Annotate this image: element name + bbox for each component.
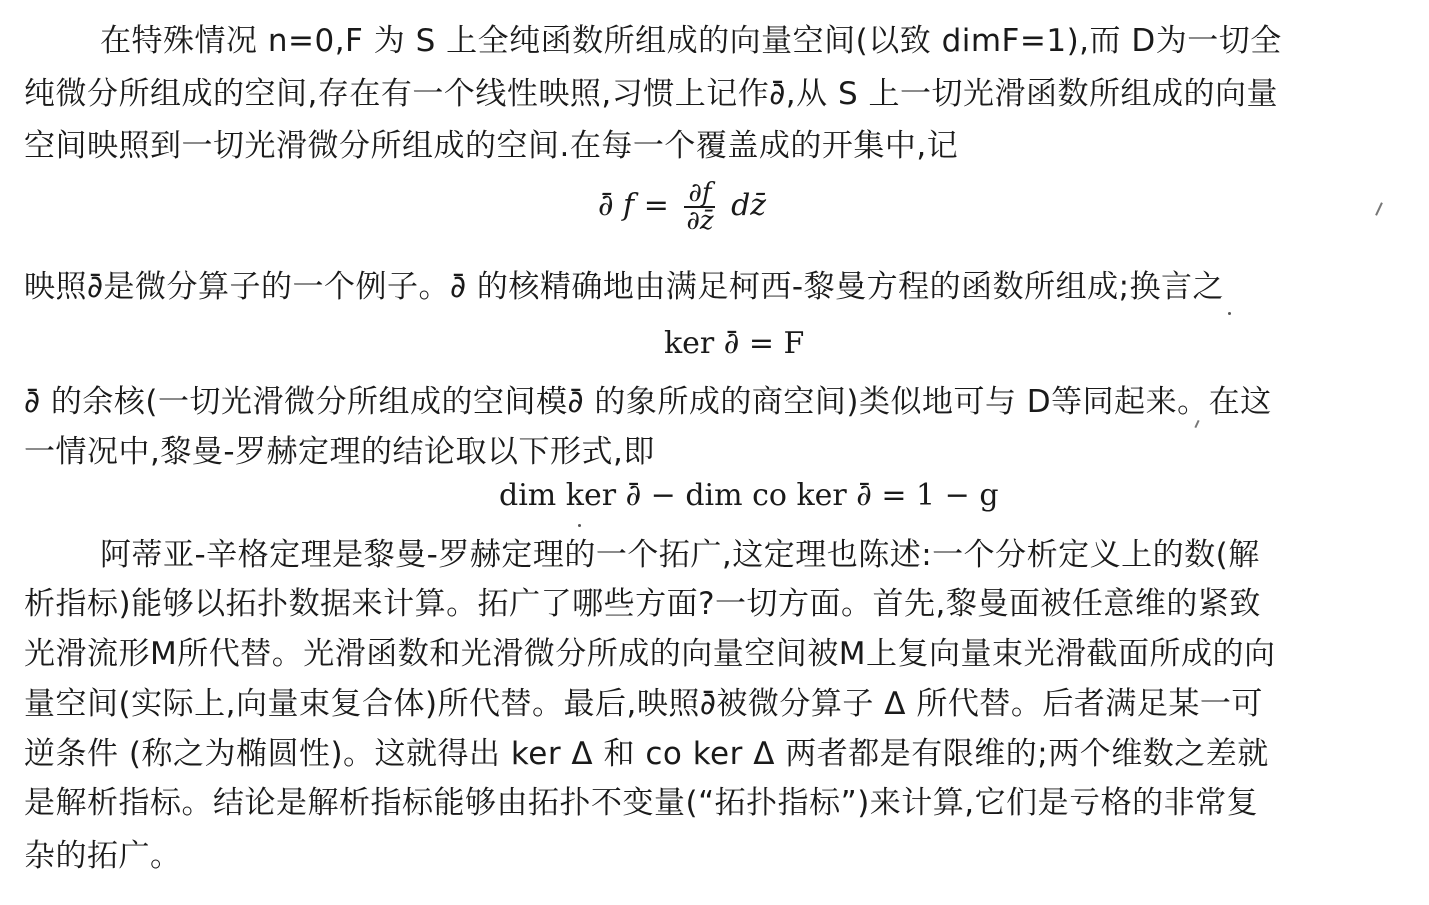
scan-dust [1228,312,1231,315]
fraction-denominator: ∂z̄ [686,206,714,236]
text-line-7: 阿蒂亚-辛格定理是黎曼-罗赫定理的一个拓广,这定理也陈述:一个分析定义上的数(解 [100,537,1260,573]
scan-mark [1375,202,1383,216]
fraction-numerator: ∂f [684,180,715,208]
text-line-4: 映照∂̄是微分算子的一个例子。∂̄ 的核精确地由满足柯西-黎曼方程的函数所组成;换言之 [24,269,1225,305]
formula-dbar-f-lhs: ∂̄ f = [598,188,669,223]
text-line-9: 光滑流形M所代替。光滑函数和光滑微分所成的向量空间被M上复向量束光滑截面所成的向 [24,636,1276,672]
formula-dbar-f-rhs: dz̄ [731,188,767,223]
text-line-8: 析指标)能够以拓扑数据来计算。拓广了哪些方面?一切方面。首先,黎曼面被任意维的紧致 [24,586,1261,622]
text-line-10: 量空间(实际上,向量束复合体)所代替。最后,映照∂̄被微分算子 Δ 所代替。后者满足某一可 [24,686,1263,722]
formula-index: dim ker ∂̄ − dim co ker ∂̄ = 1 − g [499,478,999,513]
formula-ker-dbar: ker ∂̄ = F [664,326,805,361]
text-line-3: 空间映照到一切光滑微分所组成的空间.在每一个覆盖成的开集中,记 [24,128,959,164]
text-line-13: 杂的拓广。 [24,838,182,874]
text-line-5: ∂̄ 的余核(一切光滑微分所组成的空间模∂̄ 的象所成的商空间)类似地可与 D等同起来。在这 [24,384,1272,420]
text-line-12: 是解析指标。结论是解析指标能够由拓扑不变量(“拓扑指标”)来计算,它们是亏格的非常复 [24,785,1259,821]
text-line-1: 在特殊情况 n=0,F 为 S 上全纯函数所组成的向量空间(以致 dimF=1),而 D为一切全 [100,23,1282,59]
text-line-2: 纯微分所组成的空间,存在有一个线性映照,习惯上记作∂̄,从 S 上一切光滑函数所组成的向量 [24,76,1278,112]
text-line-11: 逆条件 (称之为椭圆性)。这就得出 ker Δ 和 co ker Δ 两者都是有限维的;两个维数之差就 [24,736,1269,772]
text-line-6: 一情况中,黎曼-罗赫定理的结论取以下形式,即 [24,434,655,470]
formula-dbar-f-fraction [682,180,717,234]
formula-dbar-f [598,180,766,234]
scan-dust [578,524,581,527]
